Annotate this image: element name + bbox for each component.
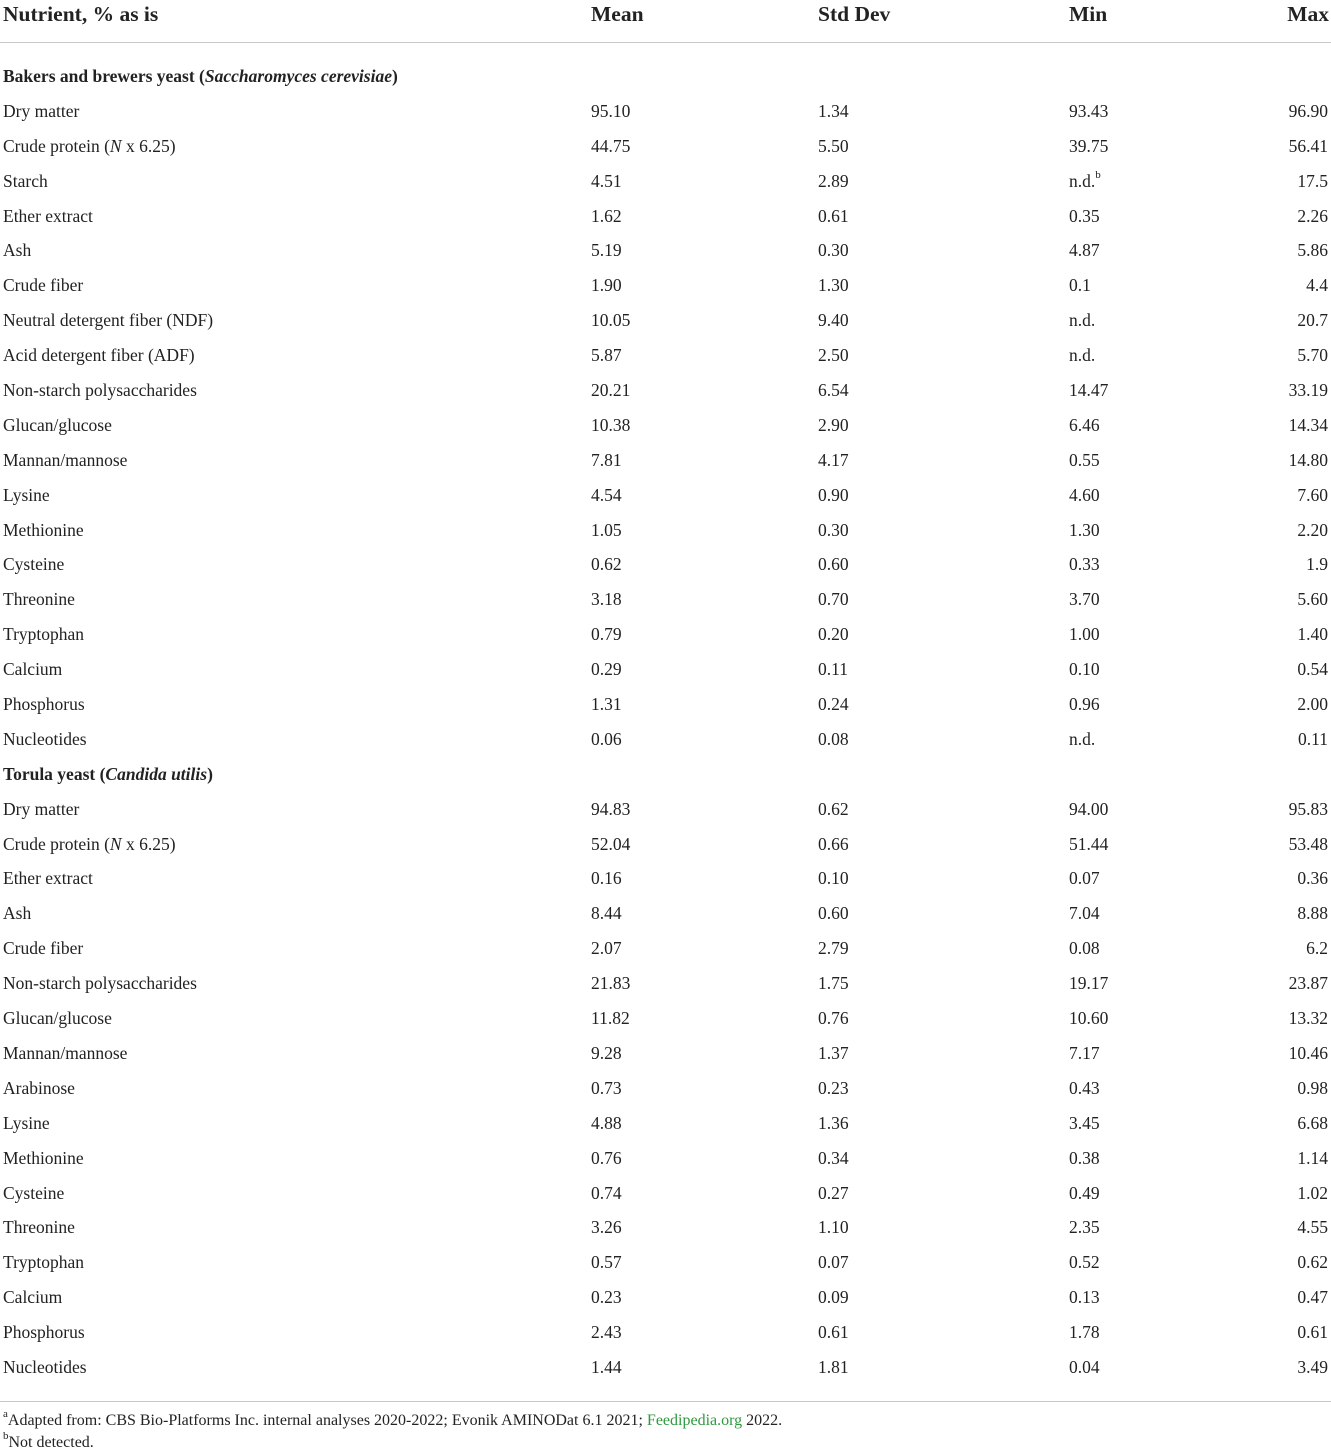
min-cell: n.d. [1069,310,1096,331]
table-row [0,687,1331,722]
mean-cell: 21.83 [591,973,631,994]
std-dev-cell: 0.10 [818,868,849,889]
table-row [0,652,1331,687]
table-row [0,582,1331,617]
mean-cell: 1.90 [591,275,622,296]
min-cell: n.d. [1069,345,1096,366]
max-cell: 0.11 [1298,728,1328,749]
table-row [0,268,1331,303]
table-row [0,443,1331,478]
min-cell: 0.52 [1069,1252,1100,1273]
mean-cell: 0.73 [591,1077,622,1098]
min-cell: 0.10 [1069,659,1100,680]
nutrient-name: Tryptophan [3,624,85,645]
std-dev-cell: 0.27 [818,1182,849,1203]
min-cell: 10.60 [1069,1008,1109,1029]
min-cell: 0.49 [1069,1182,1100,1203]
min-cell: 0.96 [1069,694,1100,715]
max-cell: 23.87 [1288,973,1328,994]
std-dev-cell: 1.36 [818,1112,849,1133]
std-dev-cell: 1.10 [818,1217,849,1238]
mean-cell: 2.43 [591,1322,622,1343]
mean-cell: 0.06 [591,728,622,749]
nutrient-name: Acid detergent fiber (ADF) [3,345,195,366]
table-row [0,478,1331,513]
table-row [0,303,1331,338]
std-dev-cell: 1.81 [818,1356,849,1377]
table-row [0,513,1331,548]
std-dev-cell: 0.70 [818,589,849,610]
std-dev-cell: 5.50 [818,135,849,156]
min-cell: 0.55 [1069,449,1100,470]
table-row [0,1071,1331,1106]
mean-cell: 0.29 [591,659,622,680]
min-cell: 39.75 [1069,135,1109,156]
nutrient-name: Cysteine [3,1182,65,1203]
table-row [0,199,1331,234]
max-cell: 53.48 [1288,833,1328,854]
table-row [0,1280,1331,1315]
max-cell: 0.36 [1297,868,1328,889]
nutrient-name: Threonine [3,589,75,610]
min-cell: 3.45 [1069,1112,1100,1133]
min-cell: 7.17 [1069,1042,1100,1063]
nutrient-name: Mannan/mannose [3,1042,128,1063]
nutrient-name: Threonine [3,1217,75,1238]
min-cell: 1.30 [1069,519,1100,540]
std-dev-cell: 4.17 [818,449,849,470]
table-row [0,408,1331,443]
mean-cell: 0.74 [591,1182,622,1203]
mean-cell: 4.88 [591,1112,622,1133]
nutrient-name: Ether extract [3,205,93,226]
std-dev-cell: 2.90 [818,414,849,435]
min-cell: 7.04 [1069,903,1100,924]
max-cell: 0.62 [1297,1252,1328,1273]
header-std-dev: Std Dev [818,2,891,26]
max-cell: 7.60 [1297,484,1328,505]
table-row [0,373,1331,408]
std-dev-cell: 6.54 [818,380,849,401]
table-row [0,94,1331,129]
max-cell: 33.19 [1288,380,1328,401]
max-cell: 13.32 [1288,1008,1328,1029]
footer-rule [0,1401,1331,1402]
max-cell: 14.80 [1288,449,1328,470]
header-min: Min [1069,2,1108,26]
min-cell: 1.78 [1069,1322,1100,1343]
mean-cell: 1.31 [591,694,622,715]
table-row [0,129,1331,164]
std-dev-cell: 2.89 [818,170,849,191]
nutrient-name: Neutral detergent fiber (NDF) [3,310,214,331]
min-cell: 51.44 [1069,833,1109,854]
max-cell: 14.34 [1288,414,1328,435]
table-row [0,722,1331,757]
mean-cell: 0.23 [591,1287,622,1308]
mean-cell: 8.44 [591,903,622,924]
max-cell: 1.40 [1297,624,1328,645]
nutrient-name: Arabinose [3,1077,75,1098]
mean-cell: 10.38 [591,414,631,435]
min-cell: 3.70 [1069,589,1100,610]
footnote-a: $^a$Adapted from: CBS Bio-Platforms Inc. internal analyses 2020-2022; Evonik AMINODat 6.1 2021; Feedipedia.org 2022. [3,1407,783,1429]
std-dev-cell: 0.61 [818,1322,849,1343]
table-row [0,1350,1331,1385]
nutrient-name: Crude fiber [3,275,84,296]
mean-cell: 95.10 [591,100,631,121]
max-cell: 2.26 [1297,205,1328,226]
max-cell: 96.90 [1288,100,1328,121]
table-row [0,1245,1331,1280]
table-row [0,1176,1331,1211]
min-cell: 0.04 [1069,1356,1100,1377]
max-cell: 2.00 [1297,694,1328,715]
min-cell: 0.35 [1069,205,1100,226]
nutrient-name: Calcium [3,659,63,680]
table-row [0,338,1331,373]
nutrient-name: Dry matter [3,100,80,121]
std-dev-cell: 1.75 [818,973,849,994]
max-cell: 0.61 [1297,1322,1328,1343]
min-cell: n.d.$^b$ [1069,168,1101,191]
nutrient-name: Tryptophan [3,1252,85,1273]
mean-cell: 52.04 [591,833,631,854]
min-cell: 0.1 [1069,275,1091,296]
table-row [0,1141,1331,1176]
footnote-b: $^b$Not detected. [3,1429,94,1451]
std-dev-cell: 0.62 [818,798,849,819]
mean-cell: 11.82 [591,1008,630,1029]
min-cell: 19.17 [1069,973,1109,994]
std-dev-cell: 2.79 [818,938,849,959]
table-row [0,547,1331,582]
nutrient-name: Glucan/glucose [3,1008,112,1029]
mean-cell: 0.62 [591,554,622,575]
max-cell: 6.2 [1306,938,1328,959]
nutrient-name: Mannan/mannose [3,449,128,470]
std-dev-cell: 0.60 [818,554,849,575]
mean-cell: 0.16 [591,868,622,889]
nutrient-name: Lysine [3,1112,50,1133]
mean-cell: 94.83 [591,798,631,819]
mean-cell: 1.44 [591,1356,622,1377]
nutrient-name: Phosphorus [3,1322,85,1343]
max-cell: 5.60 [1297,589,1328,610]
std-dev-cell: 0.20 [818,624,849,645]
min-cell: 2.35 [1069,1217,1100,1238]
max-cell: 0.47 [1297,1287,1328,1308]
section-title: Bakers and brewers yeast (Saccharomyces cerevisiae) [3,66,398,86]
nutrient-name: Lysine [3,484,50,505]
max-cell: 4.4 [1306,275,1328,296]
max-cell: 5.86 [1297,240,1328,261]
table-row [0,966,1331,1001]
table-row [0,1315,1331,1350]
mean-cell: 1.05 [591,519,622,540]
table-row [0,1106,1331,1141]
mean-cell: 7.81 [591,449,622,470]
nutrient-name: Methionine [3,1147,84,1168]
std-dev-cell: 0.30 [818,519,849,540]
table-row [0,164,1331,199]
feedipedia-link[interactable]: Feedipedia.org [646,1412,743,1429]
nutrient-name: Cysteine [3,554,65,575]
max-cell: 20.7 [1297,310,1328,331]
nutrient-name: Phosphorus [3,694,85,715]
table-row [0,827,1331,862]
min-cell: n.d. [1069,728,1096,749]
table-row [0,896,1331,931]
min-cell: 6.46 [1069,414,1100,435]
max-cell: 0.98 [1297,1077,1328,1098]
nutrient-name: Glucan/glucose [3,414,112,435]
nutrient-name: Ether extract [3,868,93,889]
min-cell: 4.87 [1069,240,1100,261]
max-cell: 3.49 [1297,1356,1328,1377]
mean-cell: 0.79 [591,624,622,645]
std-dev-cell: 0.34 [818,1147,849,1168]
nutrient-name: Nucleotides [3,1356,87,1377]
std-dev-cell: 9.40 [818,310,849,331]
std-dev-cell: 1.30 [818,275,849,296]
std-dev-cell: 0.66 [818,833,849,854]
max-cell: 1.9 [1306,554,1328,575]
table-body [0,59,1331,1385]
nutrient-name: Dry matter [3,798,80,819]
nutrient-name: Nucleotides [3,728,87,749]
std-dev-cell: 0.60 [818,903,849,924]
section-header [0,59,1331,94]
mean-cell: 9.28 [591,1042,622,1063]
table-row [0,792,1331,827]
table-row [0,617,1331,652]
std-dev-cell: 0.61 [818,205,849,226]
min-cell: 0.13 [1069,1287,1100,1308]
nutrient-name: Non-starch polysaccharides [3,380,197,401]
nutrient-name: Methionine [3,519,84,540]
nutrient-name: Crude fiber [3,938,84,959]
std-dev-cell: 2.50 [818,345,849,366]
mean-cell: 0.76 [591,1147,622,1168]
min-cell: 14.47 [1069,380,1109,401]
header-rule [0,42,1331,43]
table-row [0,1001,1331,1036]
min-cell: 0.33 [1069,554,1100,575]
max-cell: 1.02 [1297,1182,1328,1203]
max-cell: 6.68 [1297,1112,1328,1133]
std-dev-cell: 0.08 [818,728,849,749]
std-dev-cell: 0.07 [818,1252,849,1273]
mean-cell: 5.19 [591,240,622,261]
std-dev-cell: 0.30 [818,240,849,261]
max-cell: 1.14 [1297,1147,1328,1168]
max-cell: 2.20 [1297,519,1328,540]
mean-cell: 0.57 [591,1252,622,1273]
min-cell: 1.00 [1069,624,1100,645]
min-cell: 0.43 [1069,1077,1100,1098]
table-header [0,0,1331,30]
nutrient-name: Ash [3,240,32,261]
mean-cell: 4.54 [591,484,622,505]
mean-cell: 2.07 [591,938,622,959]
max-cell: 4.55 [1297,1217,1328,1238]
max-cell: 10.46 [1288,1042,1328,1063]
mean-cell: 20.21 [591,380,631,401]
mean-cell: 3.26 [591,1217,622,1238]
min-cell: 93.43 [1069,100,1109,121]
max-cell: 56.41 [1288,135,1328,156]
table-row [0,931,1331,966]
table-row [0,233,1331,268]
std-dev-cell: 1.37 [818,1042,849,1063]
min-cell: 0.08 [1069,938,1100,959]
std-dev-cell: 0.23 [818,1077,849,1098]
nutrient-name: Non-starch polysaccharides [3,973,197,994]
section-title: Torula yeast (Candida utilis) [3,763,213,784]
mean-cell: 1.62 [591,205,622,226]
min-cell: 94.00 [1069,798,1109,819]
table-row [0,861,1331,896]
std-dev-cell: 0.90 [818,484,849,505]
nutrient-name: Ash [3,903,32,924]
nutrient-name: Crude protein (N x 6.25) [3,833,176,854]
section-header [0,757,1331,792]
min-cell: 0.07 [1069,868,1100,889]
max-cell: 95.83 [1288,798,1328,819]
max-cell: 0.54 [1297,659,1328,680]
min-cell: 0.38 [1069,1147,1100,1168]
nutrient-name: Crude protein (N x 6.25) [3,135,176,156]
nutrient-name: Starch [3,170,48,191]
mean-cell: 44.75 [591,135,631,156]
max-cell: 8.88 [1297,903,1328,924]
std-dev-cell: 0.76 [818,1008,849,1029]
max-cell: 17.5 [1297,170,1328,191]
max-cell: 5.70 [1297,345,1328,366]
mean-cell: 4.51 [591,170,622,191]
nutrient-name: Calcium [3,1287,63,1308]
std-dev-cell: 0.09 [818,1287,849,1308]
header-nutrient: Nutrient, % as is [3,2,159,26]
min-cell: 4.60 [1069,484,1100,505]
std-dev-cell: 0.24 [818,694,849,715]
table-row [0,1036,1331,1071]
std-dev-cell: 1.34 [818,100,849,121]
header-mean: Mean [591,2,644,26]
table-row [0,1210,1331,1245]
header-max: Max [1287,2,1329,26]
mean-cell: 10.05 [591,310,631,331]
mean-cell: 3.18 [591,589,622,610]
mean-cell: 5.87 [591,345,622,366]
std-dev-cell: 0.11 [818,659,848,680]
